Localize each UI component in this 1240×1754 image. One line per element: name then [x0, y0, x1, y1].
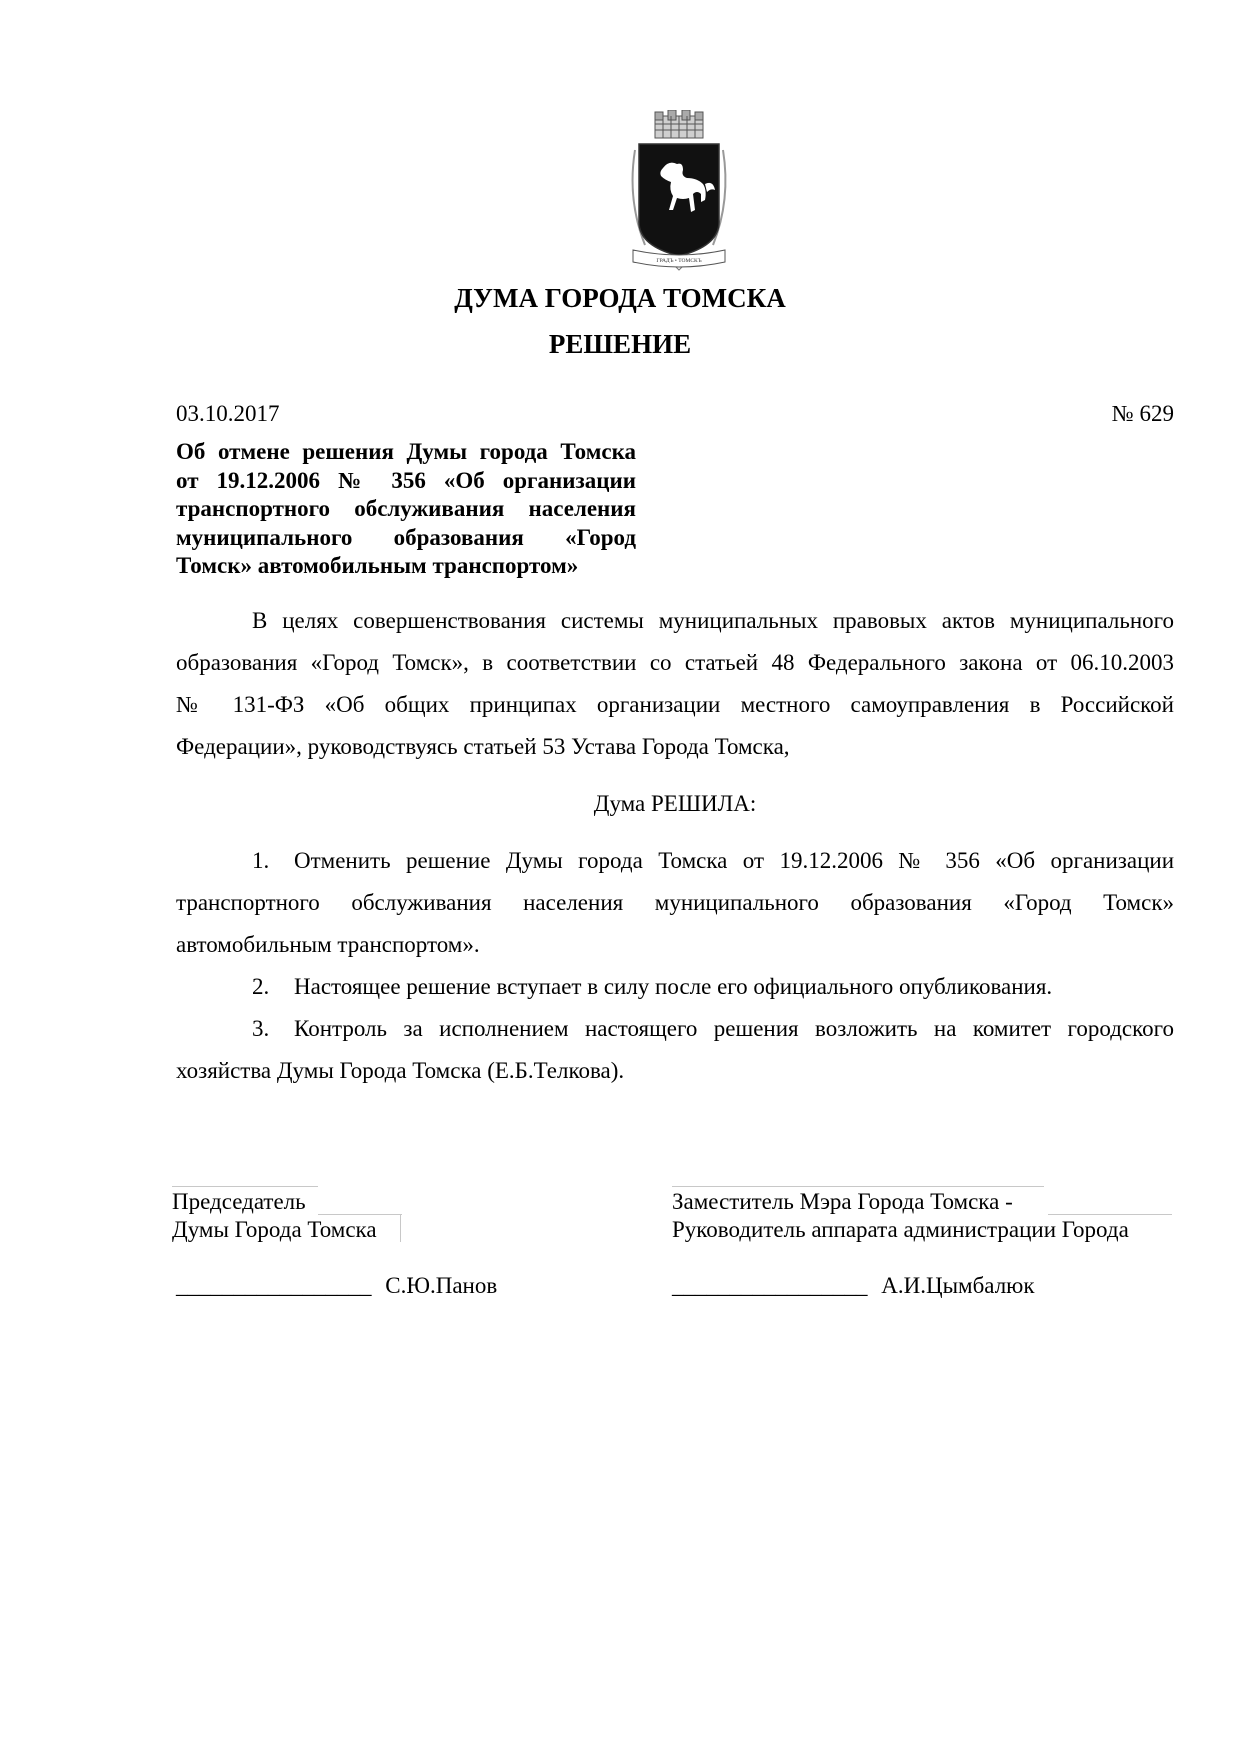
- signature-cell-border: [672, 1186, 1044, 1187]
- organization-title: ДУМА ГОРОДА ТОМСКА: [454, 283, 786, 313]
- item-marker: 3.: [252, 1016, 270, 1041]
- subject-line: транспортного обслуживания населения: [176, 496, 636, 521]
- tomsk-coat-of-arms-icon: [625, 110, 733, 275]
- item-text: Настоящее решение вступает в силу после его официального опубликования.: [294, 974, 1053, 999]
- item-1-line: транспортного обслуживания населения муниципального образования «Город Томск»: [176, 890, 1174, 915]
- preamble-paragraph: [176, 600, 1174, 768]
- subject-line: Об отмене решения Думы города Томска: [176, 439, 636, 464]
- emblem-motto: ГРАДЪ • ТОМСКЪ: [656, 258, 702, 264]
- item-3-line: [176, 1008, 1174, 1050]
- signature-line: _________________: [176, 1273, 372, 1298]
- preamble-line: образования «Город Томск», в соответствии со статьей 48 Федерального закона от 06.10.2003: [176, 650, 1174, 675]
- item-text: Контроль за исполнением настоящего решения возложить на комитет городского: [294, 1016, 1174, 1041]
- decision-items: [176, 840, 1174, 1092]
- document-type-title: РЕШЕНИЕ: [548, 329, 692, 359]
- signature-right: [672, 1272, 1035, 1300]
- item-2-line: [176, 966, 1174, 1008]
- item-text: Отменить решение Думы города Томска от 19.12.2006 № 356 «Об организации: [294, 848, 1174, 873]
- signature-cell-border: [172, 1186, 318, 1187]
- preamble-line: В целях совершенствования системы муниципальных правовых актов муниципального: [252, 608, 1174, 633]
- signature-right-title: [672, 1188, 1192, 1244]
- signature-left: [176, 1272, 497, 1300]
- document-number: № 629: [1111, 401, 1174, 426]
- item-3-line: хозяйства Думы Города Томска (Е.Б.Телкова).: [176, 1058, 625, 1083]
- signature-left-title-line: Председатель: [172, 1189, 306, 1214]
- signature-right-title-line: Руководитель аппарата администрации Города: [672, 1217, 1129, 1242]
- document-date: 03.10.2017: [176, 401, 280, 426]
- item-1-line: автомобильным транспортом».: [176, 932, 480, 957]
- decision-statement: Дума РЕШИЛА:: [593, 791, 757, 816]
- document-subject: [176, 438, 636, 581]
- preamble-line: № 131-ФЗ «Об общих принципах организации местного самоуправления в Российской: [176, 692, 1174, 717]
- item-1-line: [176, 840, 1174, 882]
- signature-left-title: [172, 1188, 452, 1244]
- signatory-name: С.Ю.Панов: [385, 1273, 498, 1298]
- subject-line: от 19.12.2006 № 356 «Об организации: [176, 467, 636, 493]
- item-marker: 2.: [252, 974, 270, 999]
- subject-line: Томск» автомобильным транспортом»: [176, 553, 579, 578]
- preamble-line: Федерации», руководствуясь статьей 53 Устава Города Томска,: [176, 734, 790, 759]
- item-marker: 1.: [252, 848, 270, 873]
- signature-right-title-line: Заместитель Мэра Города Томска -: [672, 1189, 1013, 1214]
- signature-left-title-line: Думы Города Томска: [172, 1217, 377, 1242]
- subject-line: муниципального образования «Город: [176, 524, 636, 550]
- signature-line: _________________: [672, 1273, 868, 1298]
- signatory-name: А.И.Цымбалюк: [881, 1273, 1035, 1298]
